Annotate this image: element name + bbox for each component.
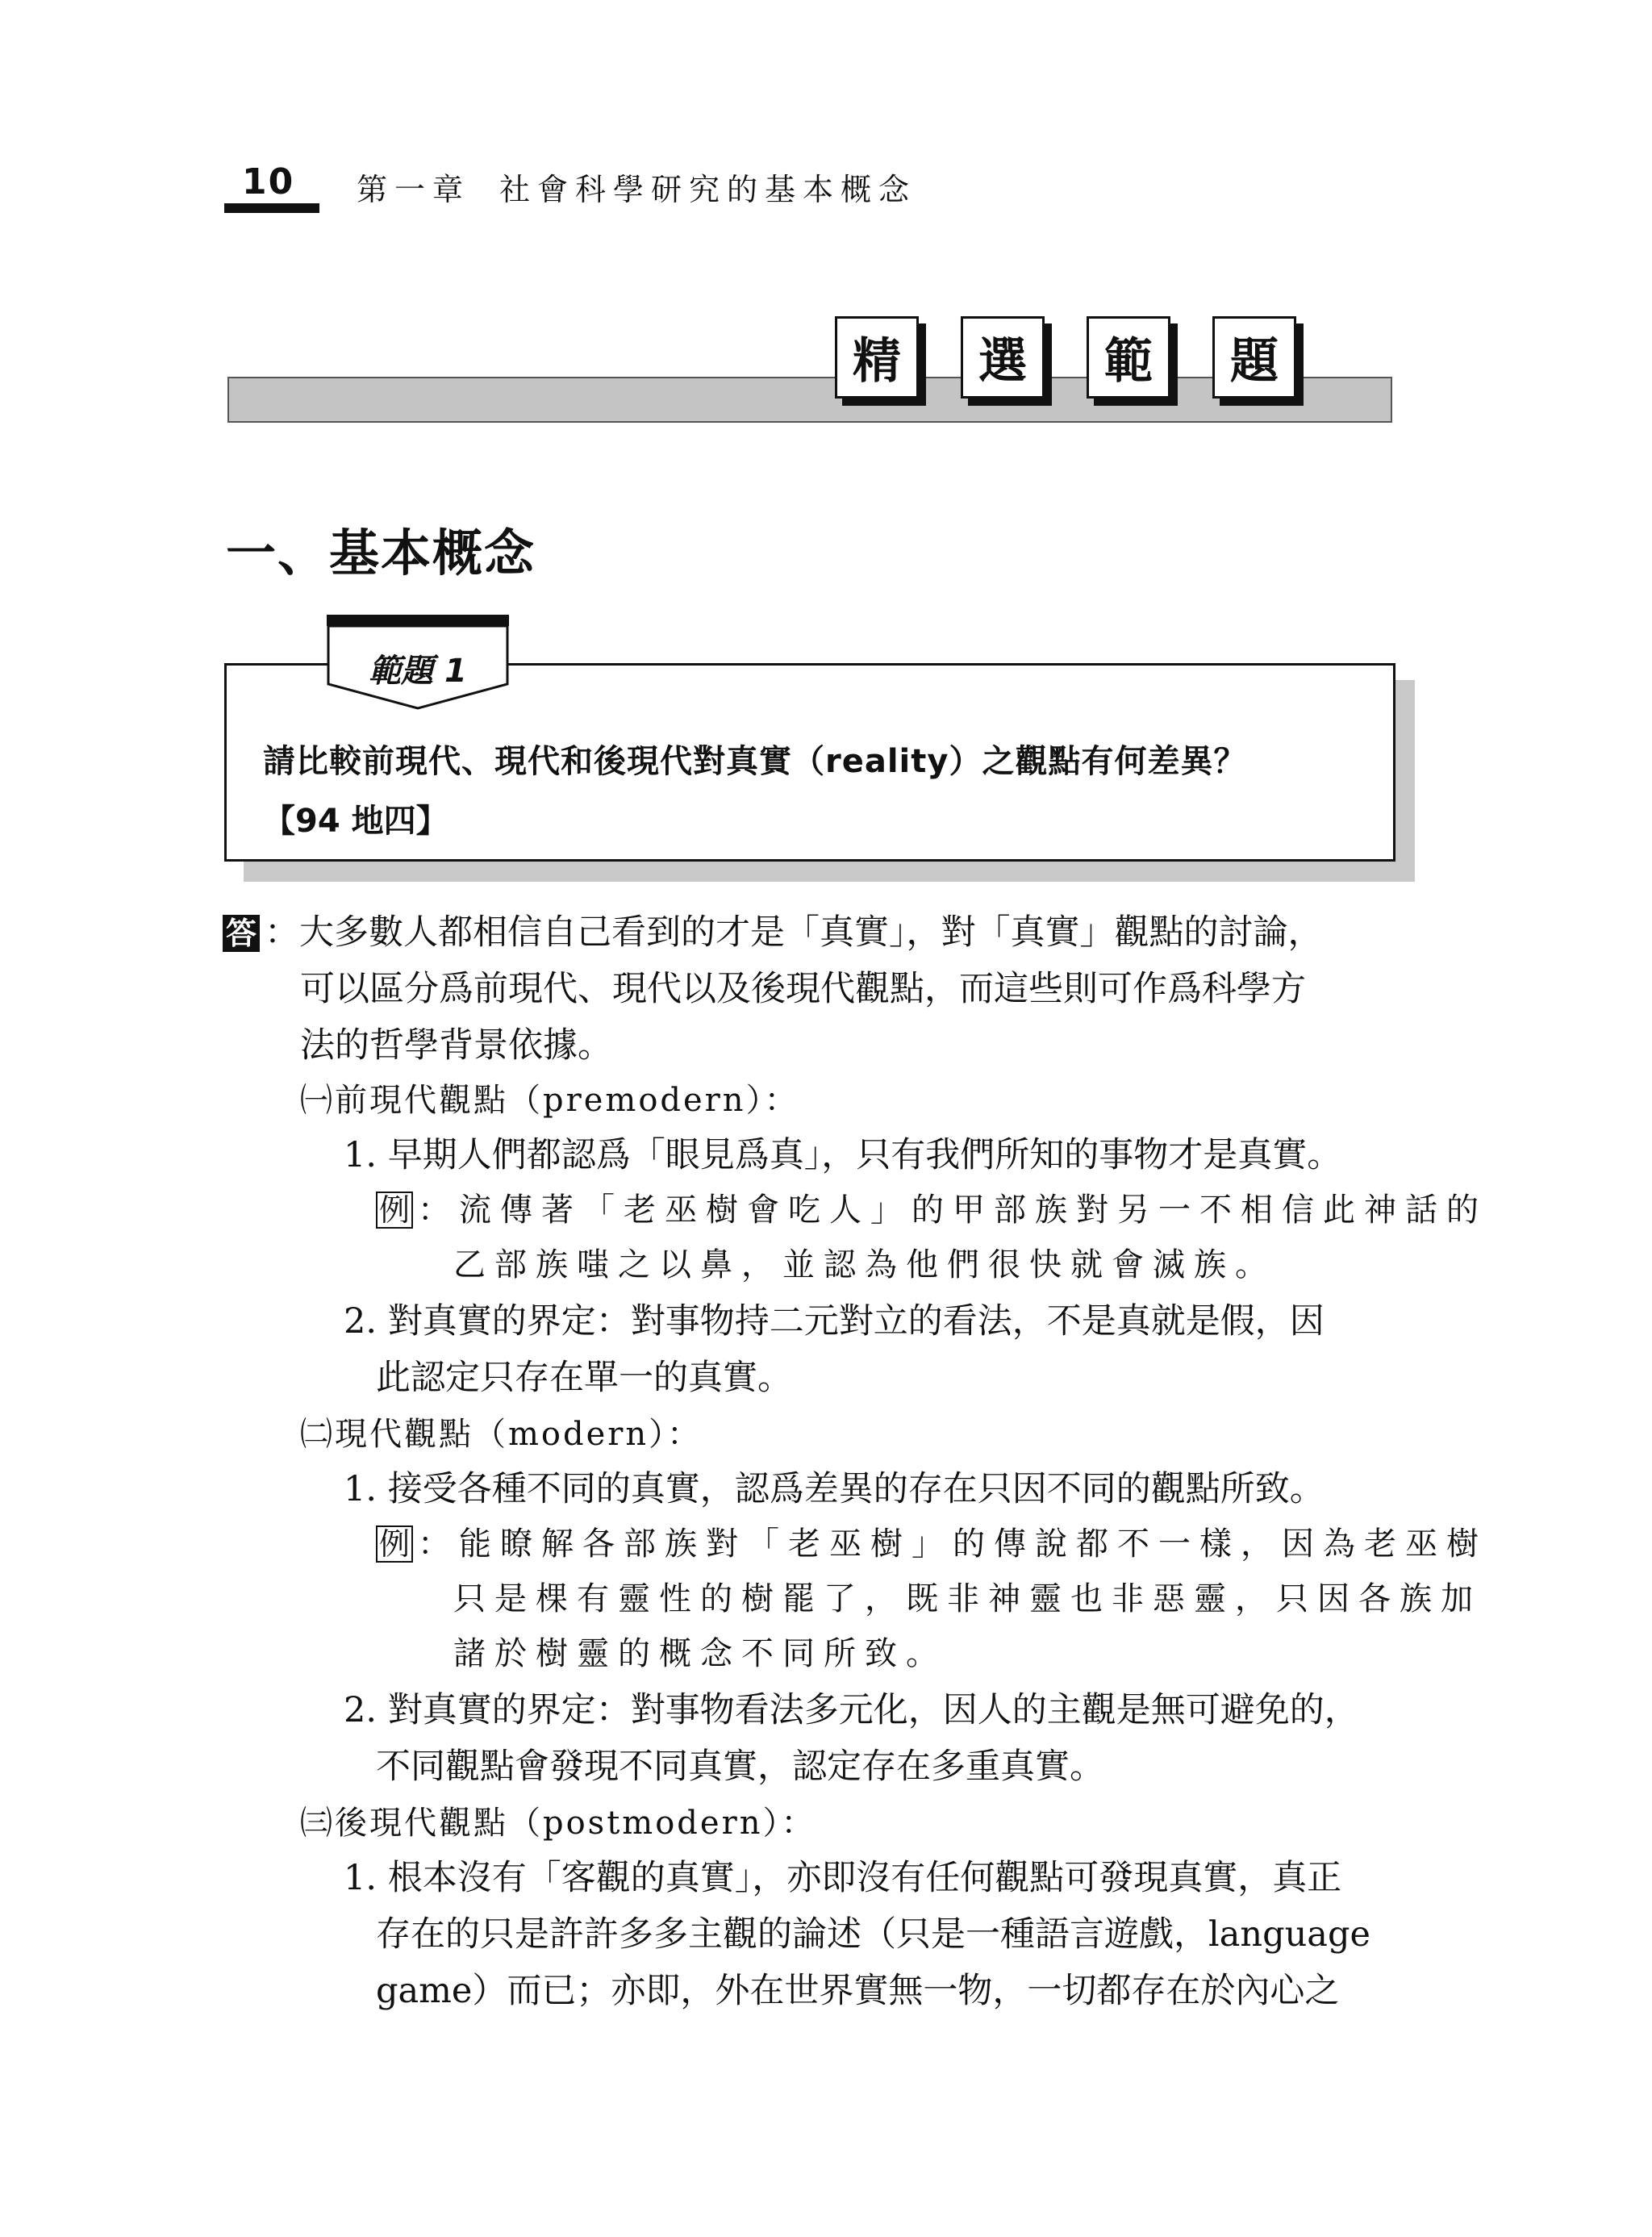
item-line: 不同觀點會發現不同真實，認定存在多重真實。 [376, 1747, 1104, 1787]
page-number-underline [224, 203, 319, 213]
item-line: 1. 接受各種不同的真實，認爲差異的存在只因不同的觀點所致。 [344, 1469, 1325, 1509]
running-head [357, 165, 916, 209]
example-tag: 例 [376, 1525, 413, 1563]
item-line: 此認定只存在單一的真實。 [376, 1358, 792, 1398]
page-number: 10 [242, 161, 295, 202]
banner-char-box: 精 [835, 316, 919, 399]
example-text: ：流傳著「老巫樹會吃人」的甲部族對另一不相信此神話的 [418, 1192, 1488, 1229]
question-source: 【94 地四】 [263, 803, 448, 840]
example-text: ：能瞭解各部族對「老巫樹」的傳說都不一樣，因為老巫樹 [418, 1525, 1488, 1563]
item-line: 2. 對真實的界定：對事物看法多元化，因人的主觀是無可避免的， [344, 1690, 1359, 1730]
item-line: 1. 早期人們都認爲「眼見爲真」，只有我們所知的事物才是真實。 [344, 1135, 1342, 1175]
answer-intro-line: 可以區分爲前現代、現代以及後現代觀點，而這些則可作爲科學方 [300, 969, 1306, 1009]
subsection-heading: ㈡現代觀點（modern）： [300, 1416, 703, 1453]
item-line: 2. 對真實的界定：對事物持二元對立的看法，不是真就是假，因 [344, 1301, 1325, 1342]
banner-char-box: 範 [1087, 316, 1170, 399]
example-tag: 例 [376, 1192, 413, 1229]
item-line: 存在的只是許許多多主觀的論述（只是一種語言遊戲，language [376, 1914, 1370, 1955]
chapter-label: 第一章 [357, 172, 471, 207]
example-line [376, 1187, 1487, 1233]
answer-intro-line: ：大多數人都相信自己看到的才是「真實」，對「真實」觀點的討論， [265, 912, 1323, 953]
subsection-heading: ㈠前現代觀點（premodern）： [300, 1082, 799, 1119]
item-line: 1. 根本沒有「客觀的真實」，亦即沒有任何觀點可發現真實，真正 [344, 1858, 1342, 1898]
section-heading: 一、基本概念 [226, 524, 536, 582]
chapter-title: 社會科學研究的基本概念 [499, 172, 917, 207]
answer-mark: 答 [223, 915, 260, 952]
example-line: 只是棵有靈性的樹罷了，既非神靈也非惡靈，只因各族加 [453, 1580, 1482, 1617]
question-text: 請比較前現代、現代和後現代對真實（reality）之觀點有何差異？ [263, 743, 1247, 780]
subsection-heading: ㈢後現代觀點（postmodern）： [300, 1805, 816, 1842]
example-line [376, 1521, 1487, 1567]
item-line: game）而已；亦即，外在世界實無一物，一切都存在於內心之 [376, 1971, 1340, 2011]
banner-char-box: 選 [961, 316, 1045, 399]
question-tab-label: 範題 1 [369, 653, 467, 690]
banner-char-box: 題 [1212, 316, 1296, 399]
example-line: 諸於樹靈的概念不同所致。 [453, 1635, 947, 1672]
example-line: 乙部族嗤之以鼻，並認為他們很快就會滅族。 [453, 1246, 1276, 1283]
answer-intro-line: 法的哲學背景依據。 [300, 1025, 612, 1066]
